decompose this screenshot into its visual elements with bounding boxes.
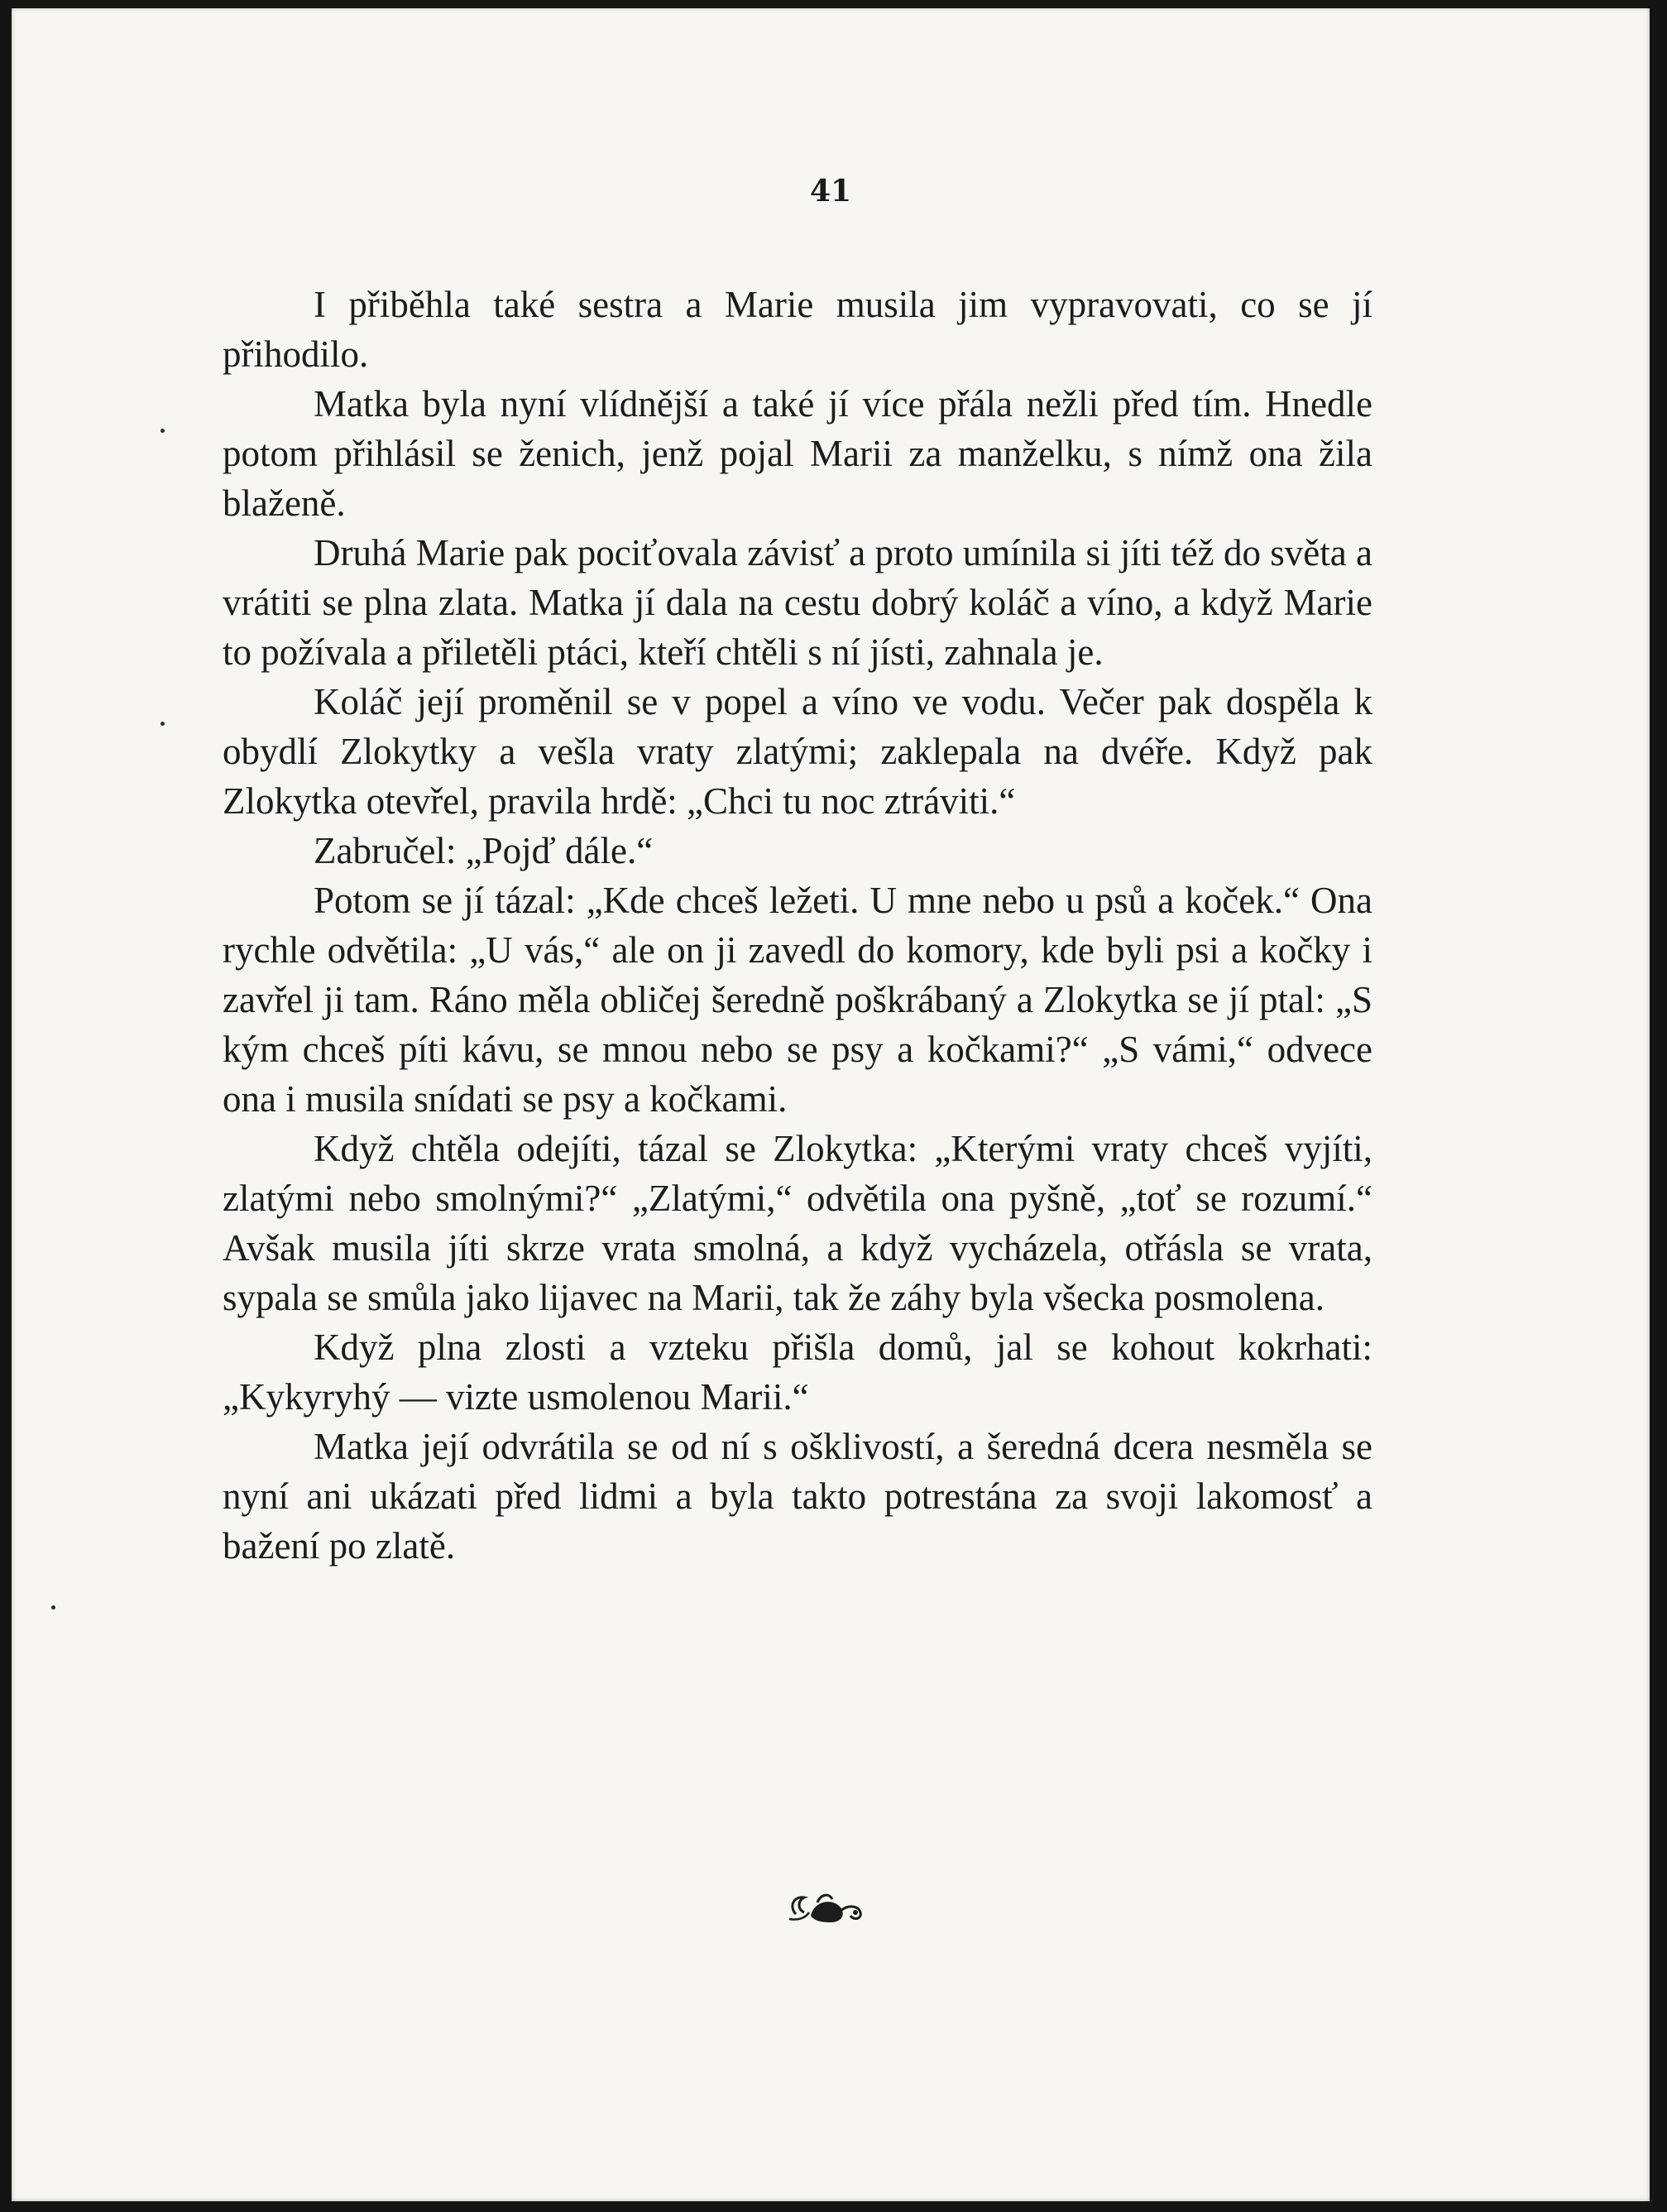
paragraph: Když chtěla odejíti, tázal se Zlokytka: „Kterými vraty chceš vyjíti, zlatými nebo smolnými?“ „Zlatými,“ odvětila ona pyšně, „toť se rozumí.“ Avšak musila jíti skrze vrata smolná, a když vycházela, otřásla se vrata, sypala se smůla jako lijavec na Marii, tak že záhy byla všecka posmolena. bbox=[223, 1128, 1372, 1318]
paragraph: Matka byla nyní vlídnější a také jí více přála nežli před tím. Hnedle potom přihlásil se ženich, jenž pojal Marii za manželku, s nímž ona žila blaženě. bbox=[223, 383, 1372, 524]
paragraph: Koláč její proměnil se v popel a víno ve vodu. Večer pak dospěla k obydlí Zlokytky a vešla vraty zlatými; zaklepala na dvéře. Když pak Zlokytka otevřel, pravila hrdě: „Chci tu noc ztráviti.“ bbox=[223, 681, 1372, 822]
speck bbox=[160, 429, 165, 433]
body-text bbox=[223, 280, 1372, 1571]
paragraph: Matka její odvrátila se od ní s ošklivostí, a šeredná dcera nesměla se nyní ani ukázati před lidmi a byla takto potrestána za svoji lakomosť a bažení po zlatě. bbox=[223, 1426, 1372, 1567]
floral-tailpiece-icon bbox=[781, 1883, 880, 1932]
page-number: 41 bbox=[809, 174, 852, 209]
paragraph: Když plna zlosti a vzteku přišla domů, jal se kohout kokrhati: „Kykyryhý — vizte usmolenou Marii.“ bbox=[223, 1327, 1372, 1418]
speck bbox=[160, 722, 165, 726]
paragraph: Druhá Marie pak pociťovala závisť a proto umínila si jíti též do světa a vrátiti se plna zlata. Matka jí dala na cestu dobrý koláč a víno, a když Marie to požívala a přiletěli ptáci, kteří chtěli s ní jísti, zahnala je. bbox=[223, 532, 1372, 673]
paragraph: Potom se jí tázal: „Kde chceš ležeti. U mne nebo u psů a koček.“ Ona rychle odvětila: „U vás,“ ale on ji zavedl do komory, kde byli psi a kočky i zavřel ji tam. Ráno měla obličej šeredně poškrábaný a Zlokytka se jí ptal: „S kým chceš píti kávu, se mnou nebo se psy a kočkami?“ „S vámi,“ odvece ona i musila snídati se psy a kočkami. bbox=[223, 880, 1372, 1120]
paragraph: Zabručel: „Pojď dále.“ bbox=[314, 830, 654, 871]
book-page bbox=[12, 8, 1650, 2201]
speck bbox=[51, 1605, 55, 1610]
floral-tailpiece-icon bbox=[781, 1883, 880, 1932]
paragraph: I přiběhla také sestra a Marie musila jim vypravovati, co se jí přihodilo. bbox=[223, 284, 1372, 375]
